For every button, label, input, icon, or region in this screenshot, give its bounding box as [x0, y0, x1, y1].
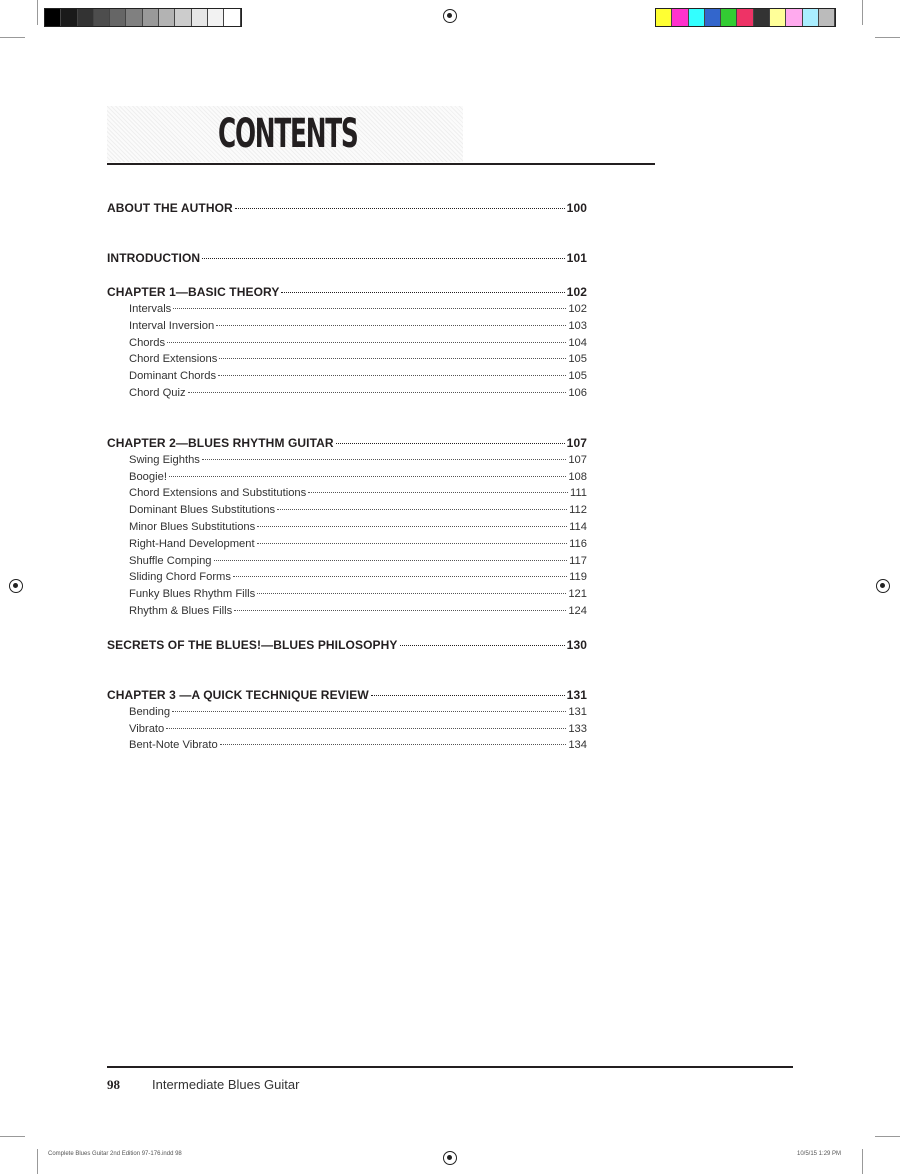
color-swatch — [656, 9, 672, 26]
toc-entry — [107, 603, 587, 620]
toc-section — [107, 636, 587, 654]
toc-section-heading — [107, 636, 587, 654]
toc-entry-label: Chord Extensions and Substitutions — [129, 487, 307, 500]
toc-section-title: CHAPTER 3 —A QUICK TECHNIQUE REVIEW — [107, 687, 369, 702]
color-swatch — [672, 9, 688, 26]
toc-entry-page: 104 — [568, 336, 587, 349]
toc-entry-label: Intervals — [129, 303, 172, 315]
toc-entry-page: 103 — [568, 319, 587, 332]
dot-leader — [219, 358, 566, 359]
toc-section-page: 131 — [566, 687, 587, 702]
toc-entry-page: 105 — [568, 353, 587, 366]
gray-swatch — [45, 9, 61, 26]
toc-entry-page: 117 — [569, 554, 587, 567]
toc-section-heading — [107, 249, 587, 267]
toc-section-heading — [107, 199, 587, 217]
toc-entry-label: Bending — [129, 705, 171, 718]
registration-mark-bottom — [443, 1151, 457, 1165]
slug-file-name: Complete Blues Guitar 2nd Edition 97-176.indd 98 — [48, 1151, 182, 1157]
toc-entry — [107, 519, 587, 536]
toc-entry-page: 133 — [568, 722, 587, 735]
toc-section-title: CHAPTER 1—BASIC THEORY — [107, 285, 280, 299]
toc-entry — [107, 335, 587, 352]
toc-entry-label: Shuffle Comping — [129, 554, 212, 567]
toc-entry — [107, 704, 587, 721]
color-swatch — [786, 9, 802, 26]
toc-entry-label: Chord Extensions — [129, 353, 218, 366]
toc-section-page: 130 — [566, 637, 587, 652]
crop-mark-bottom-left — [0, 1136, 25, 1137]
grayscale-color-bar — [44, 8, 242, 27]
crop-mark-top-right — [875, 37, 900, 38]
footer-rule — [107, 1066, 793, 1068]
toc-entry — [107, 586, 587, 603]
toc-entry-label: Right-Hand Development — [129, 537, 255, 550]
toc-section-title: SECRETS OF THE BLUES!—BLUES PHILOSOPHY — [107, 637, 398, 652]
toc-entry-label: Bent-Note Vibrato — [129, 739, 218, 752]
gray-swatch — [159, 9, 175, 26]
slug-date: 10/5/15 1:29 PM — [797, 1151, 842, 1157]
toc-entry-label: Chord Quiz — [129, 386, 186, 399]
dot-leader — [218, 375, 566, 376]
footer-book-title: Intermediate Blues Guitar — [152, 1077, 300, 1092]
toc-entry-page: 105 — [568, 370, 587, 383]
color-swatch — [721, 9, 737, 26]
toc-entry-page: 124 — [568, 604, 587, 617]
color-swatch — [689, 9, 705, 26]
dot-leader — [220, 744, 567, 745]
gray-swatch — [192, 9, 208, 26]
dot-leader — [202, 258, 564, 259]
toc-entry-page: 116 — [569, 537, 587, 550]
gray-swatch — [94, 9, 110, 26]
toc-entry-page: 131 — [568, 705, 587, 718]
dot-leader — [216, 325, 566, 326]
section-spacer — [107, 402, 587, 434]
crop-mark-top-left-v — [37, 0, 38, 25]
toc-entry-page: 102 — [568, 303, 587, 315]
dot-leader — [172, 711, 566, 712]
toc-entry-page: 119 — [569, 571, 587, 584]
toc-section — [107, 249, 587, 267]
gray-swatch — [126, 9, 142, 26]
toc-entry — [107, 351, 587, 368]
color-swatch — [737, 9, 753, 26]
toc-entry — [107, 569, 587, 586]
toc-entry — [107, 469, 587, 486]
toc-section-title: INTRODUCTION — [107, 251, 201, 265]
gray-swatch — [175, 9, 191, 26]
section-spacer — [107, 267, 587, 283]
toc-section-heading — [107, 283, 587, 301]
dot-leader — [214, 560, 568, 561]
toc-entry-page: 107 — [568, 453, 587, 466]
dot-leader — [233, 576, 567, 577]
dot-leader — [400, 645, 565, 646]
toc-entry — [107, 737, 587, 754]
dot-leader — [235, 208, 565, 209]
toc-section-page: 101 — [566, 251, 587, 265]
section-spacer — [107, 620, 587, 636]
dot-leader — [257, 543, 568, 544]
color-swatch — [819, 9, 835, 26]
toc-entry — [107, 721, 587, 738]
toc-entry-page: 108 — [568, 470, 587, 483]
registration-mark-left — [9, 579, 23, 593]
section-spacer — [107, 654, 587, 686]
toc-entry — [107, 536, 587, 553]
toc-entry-label: Rhythm & Blues Fills — [129, 604, 233, 617]
crop-mark-bottom-right-v — [862, 1149, 863, 1174]
toc-entry — [107, 301, 587, 318]
dot-leader — [281, 292, 564, 293]
toc-entry — [107, 485, 587, 502]
toc-entry-label: Swing Eighths — [129, 453, 200, 466]
gray-swatch — [78, 9, 94, 26]
toc-entry-label: Minor Blues Substitutions — [129, 520, 256, 533]
dot-leader — [308, 492, 568, 493]
crop-mark-bottom-left-v — [37, 1149, 38, 1174]
toc-entry-page: 121 — [568, 588, 587, 601]
toc-section — [107, 434, 587, 620]
crop-mark-top-right-v — [862, 0, 863, 25]
toc-entry-label: Funky Blues Rhythm Fills — [129, 588, 256, 601]
toc-entry-label: Interval Inversion — [129, 319, 215, 332]
toc-section — [107, 283, 587, 402]
process-color-bar — [655, 8, 836, 27]
dot-leader — [166, 728, 566, 729]
toc-entry-page: 134 — [568, 739, 587, 752]
crop-mark-top-left — [0, 37, 25, 38]
title-rule — [107, 163, 655, 165]
color-swatch — [803, 9, 819, 26]
toc-section-title: CHAPTER 2—BLUES RHYTHM GUITAR — [107, 435, 334, 450]
toc-entry-page: 106 — [568, 386, 587, 399]
toc-entry — [107, 368, 587, 385]
footer-page-number: 98 — [107, 1077, 120, 1092]
toc-entry-page: 111 — [569, 487, 587, 500]
dot-leader — [188, 392, 567, 393]
toc-entry-page: 114 — [569, 520, 587, 533]
dot-leader — [277, 509, 567, 510]
color-swatch — [754, 9, 770, 26]
dot-leader — [202, 459, 566, 460]
registration-mark-top — [443, 9, 457, 23]
toc-section — [107, 686, 587, 754]
dot-leader — [167, 342, 566, 343]
toc-section-page: 107 — [566, 435, 587, 450]
dot-leader — [234, 610, 566, 611]
toc-section-page: 102 — [566, 285, 587, 299]
toc-section — [107, 199, 587, 217]
registration-mark-right — [876, 579, 890, 593]
toc-entry — [107, 385, 587, 402]
dot-leader — [257, 593, 566, 594]
toc-entry — [107, 452, 587, 469]
color-swatch — [705, 9, 721, 26]
toc-section-title: ABOUT THE AUTHOR — [107, 201, 233, 215]
toc-entry-label: Sliding Chord Forms — [129, 571, 231, 584]
toc-section-page: 100 — [566, 201, 587, 215]
dot-leader — [371, 695, 565, 696]
gray-swatch — [110, 9, 126, 26]
toc-entry-label: Chords — [129, 336, 166, 349]
dot-leader — [257, 526, 567, 527]
toc-entry-label: Dominant Chords — [129, 370, 217, 383]
toc-entry-label: Dominant Blues Substitutions — [129, 504, 276, 517]
crop-mark-bottom-right — [875, 1136, 900, 1137]
dot-leader — [173, 308, 566, 309]
table-of-contents — [107, 199, 587, 754]
section-spacer — [107, 217, 587, 249]
color-swatch — [770, 9, 786, 26]
toc-entry-label: Boogie! — [129, 470, 167, 483]
toc-entry-page: 112 — [569, 504, 587, 517]
toc-entry-label: Vibrato — [129, 722, 165, 735]
toc-entry — [107, 553, 587, 570]
gray-swatch — [224, 9, 240, 26]
dot-leader — [336, 443, 565, 444]
gray-swatch — [208, 9, 224, 26]
toc-section-heading — [107, 434, 587, 452]
toc-section-heading — [107, 686, 587, 704]
dot-leader — [169, 476, 566, 477]
toc-entry — [107, 502, 587, 519]
toc-entry — [107, 318, 587, 335]
page-title: CONTENTS — [218, 111, 358, 157]
gray-swatch — [143, 9, 159, 26]
gray-swatch — [61, 9, 77, 26]
